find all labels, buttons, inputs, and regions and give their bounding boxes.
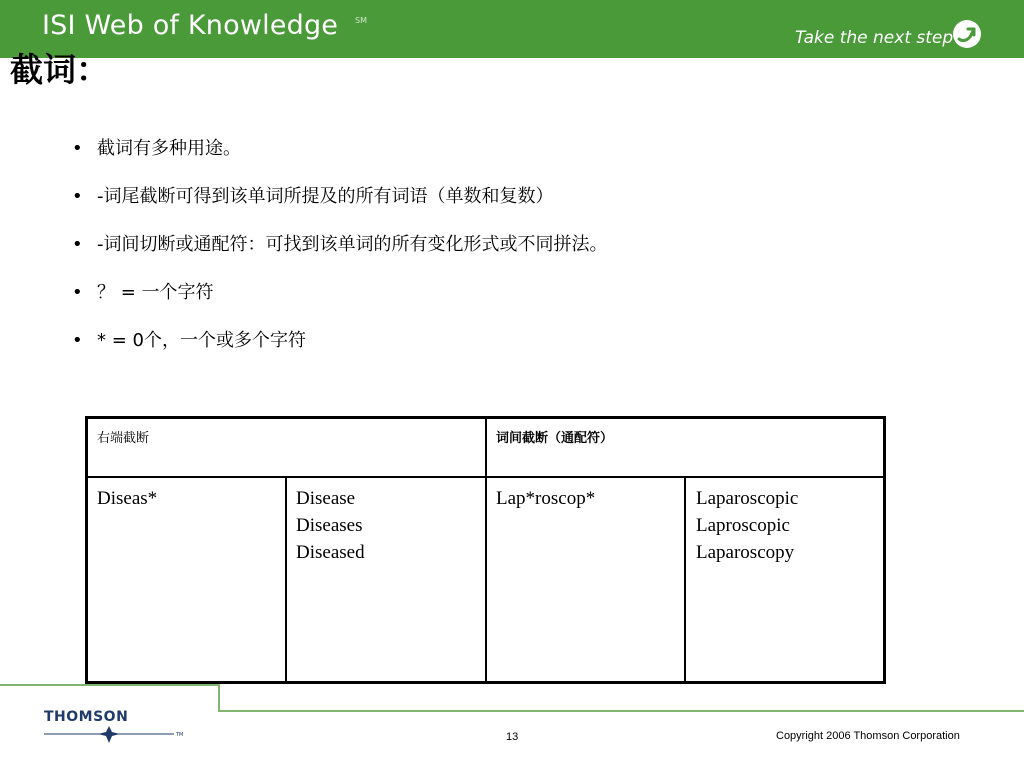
footer-divider xyxy=(0,684,218,686)
cell-text: Lap*roscop* xyxy=(496,488,596,509)
cell-text: Laparoscopic xyxy=(696,488,799,509)
slide-title: 截词： xyxy=(10,50,109,89)
table-header-right-truncation: 右端截断 xyxy=(97,431,150,446)
brand-service-mark: SM xyxy=(355,16,367,25)
bullet-item xyxy=(70,232,970,280)
bullet-text: ？ = 一个字符 xyxy=(97,282,214,303)
table-cell-term xyxy=(97,485,157,512)
cell-text: Laparoscopy xyxy=(696,542,795,563)
table-header-wildcard: 词间截断（通配符） xyxy=(496,431,614,446)
table-cell-results xyxy=(296,485,365,566)
bullet-text: * = 0个，一个或多个字符 xyxy=(97,330,306,351)
footer-divider xyxy=(218,684,220,712)
copyright-text: Copyright 2006 Thomson Corporation xyxy=(776,730,960,742)
bullet-dot-icon: • xyxy=(72,234,83,255)
cell-text: Diseases xyxy=(296,515,363,536)
brand-title: ISI Web of Knowledge xyxy=(42,10,339,41)
table-column-divider xyxy=(684,477,686,681)
thomson-logo: THOMSON xyxy=(44,709,129,725)
cell-text: Disease xyxy=(296,488,356,509)
bullet-item xyxy=(70,328,970,376)
table-cell-results xyxy=(696,485,798,566)
page-number: 13 xyxy=(506,731,519,743)
footer-divider xyxy=(218,710,1024,712)
bullet-text: -词尾截断可得到该单词所提及的所有词语（单数和复数） xyxy=(97,186,554,207)
table-column-divider xyxy=(485,419,487,681)
bullet-dot-icon: • xyxy=(72,186,83,207)
bullet-dot-icon: • xyxy=(72,282,83,303)
bullet-text: -词间切断或通配符：可找到该单词的所有变化形式或不同拼法。 xyxy=(97,234,608,255)
bullet-item xyxy=(70,136,970,184)
thomson-star-icon xyxy=(44,726,184,744)
cell-text: Diseased xyxy=(296,542,365,563)
table-column-divider xyxy=(285,477,287,681)
thomson-trademark: TM xyxy=(176,732,184,738)
arrow-circle-icon xyxy=(952,19,982,49)
bullet-list xyxy=(70,136,970,376)
bullet-item xyxy=(70,280,970,328)
tagline: Take the next step xyxy=(795,28,954,48)
bullet-dot-icon: • xyxy=(72,330,83,351)
bullet-text: 截词有多种用途。 xyxy=(97,138,241,159)
cell-text: Diseas* xyxy=(97,488,158,509)
bullet-dot-icon: • xyxy=(72,138,83,159)
header-band xyxy=(0,0,1024,58)
table-cell-term xyxy=(496,485,595,512)
bullet-item xyxy=(70,184,970,232)
truncation-table xyxy=(85,416,886,684)
cell-text: Laproscopic xyxy=(696,515,790,536)
